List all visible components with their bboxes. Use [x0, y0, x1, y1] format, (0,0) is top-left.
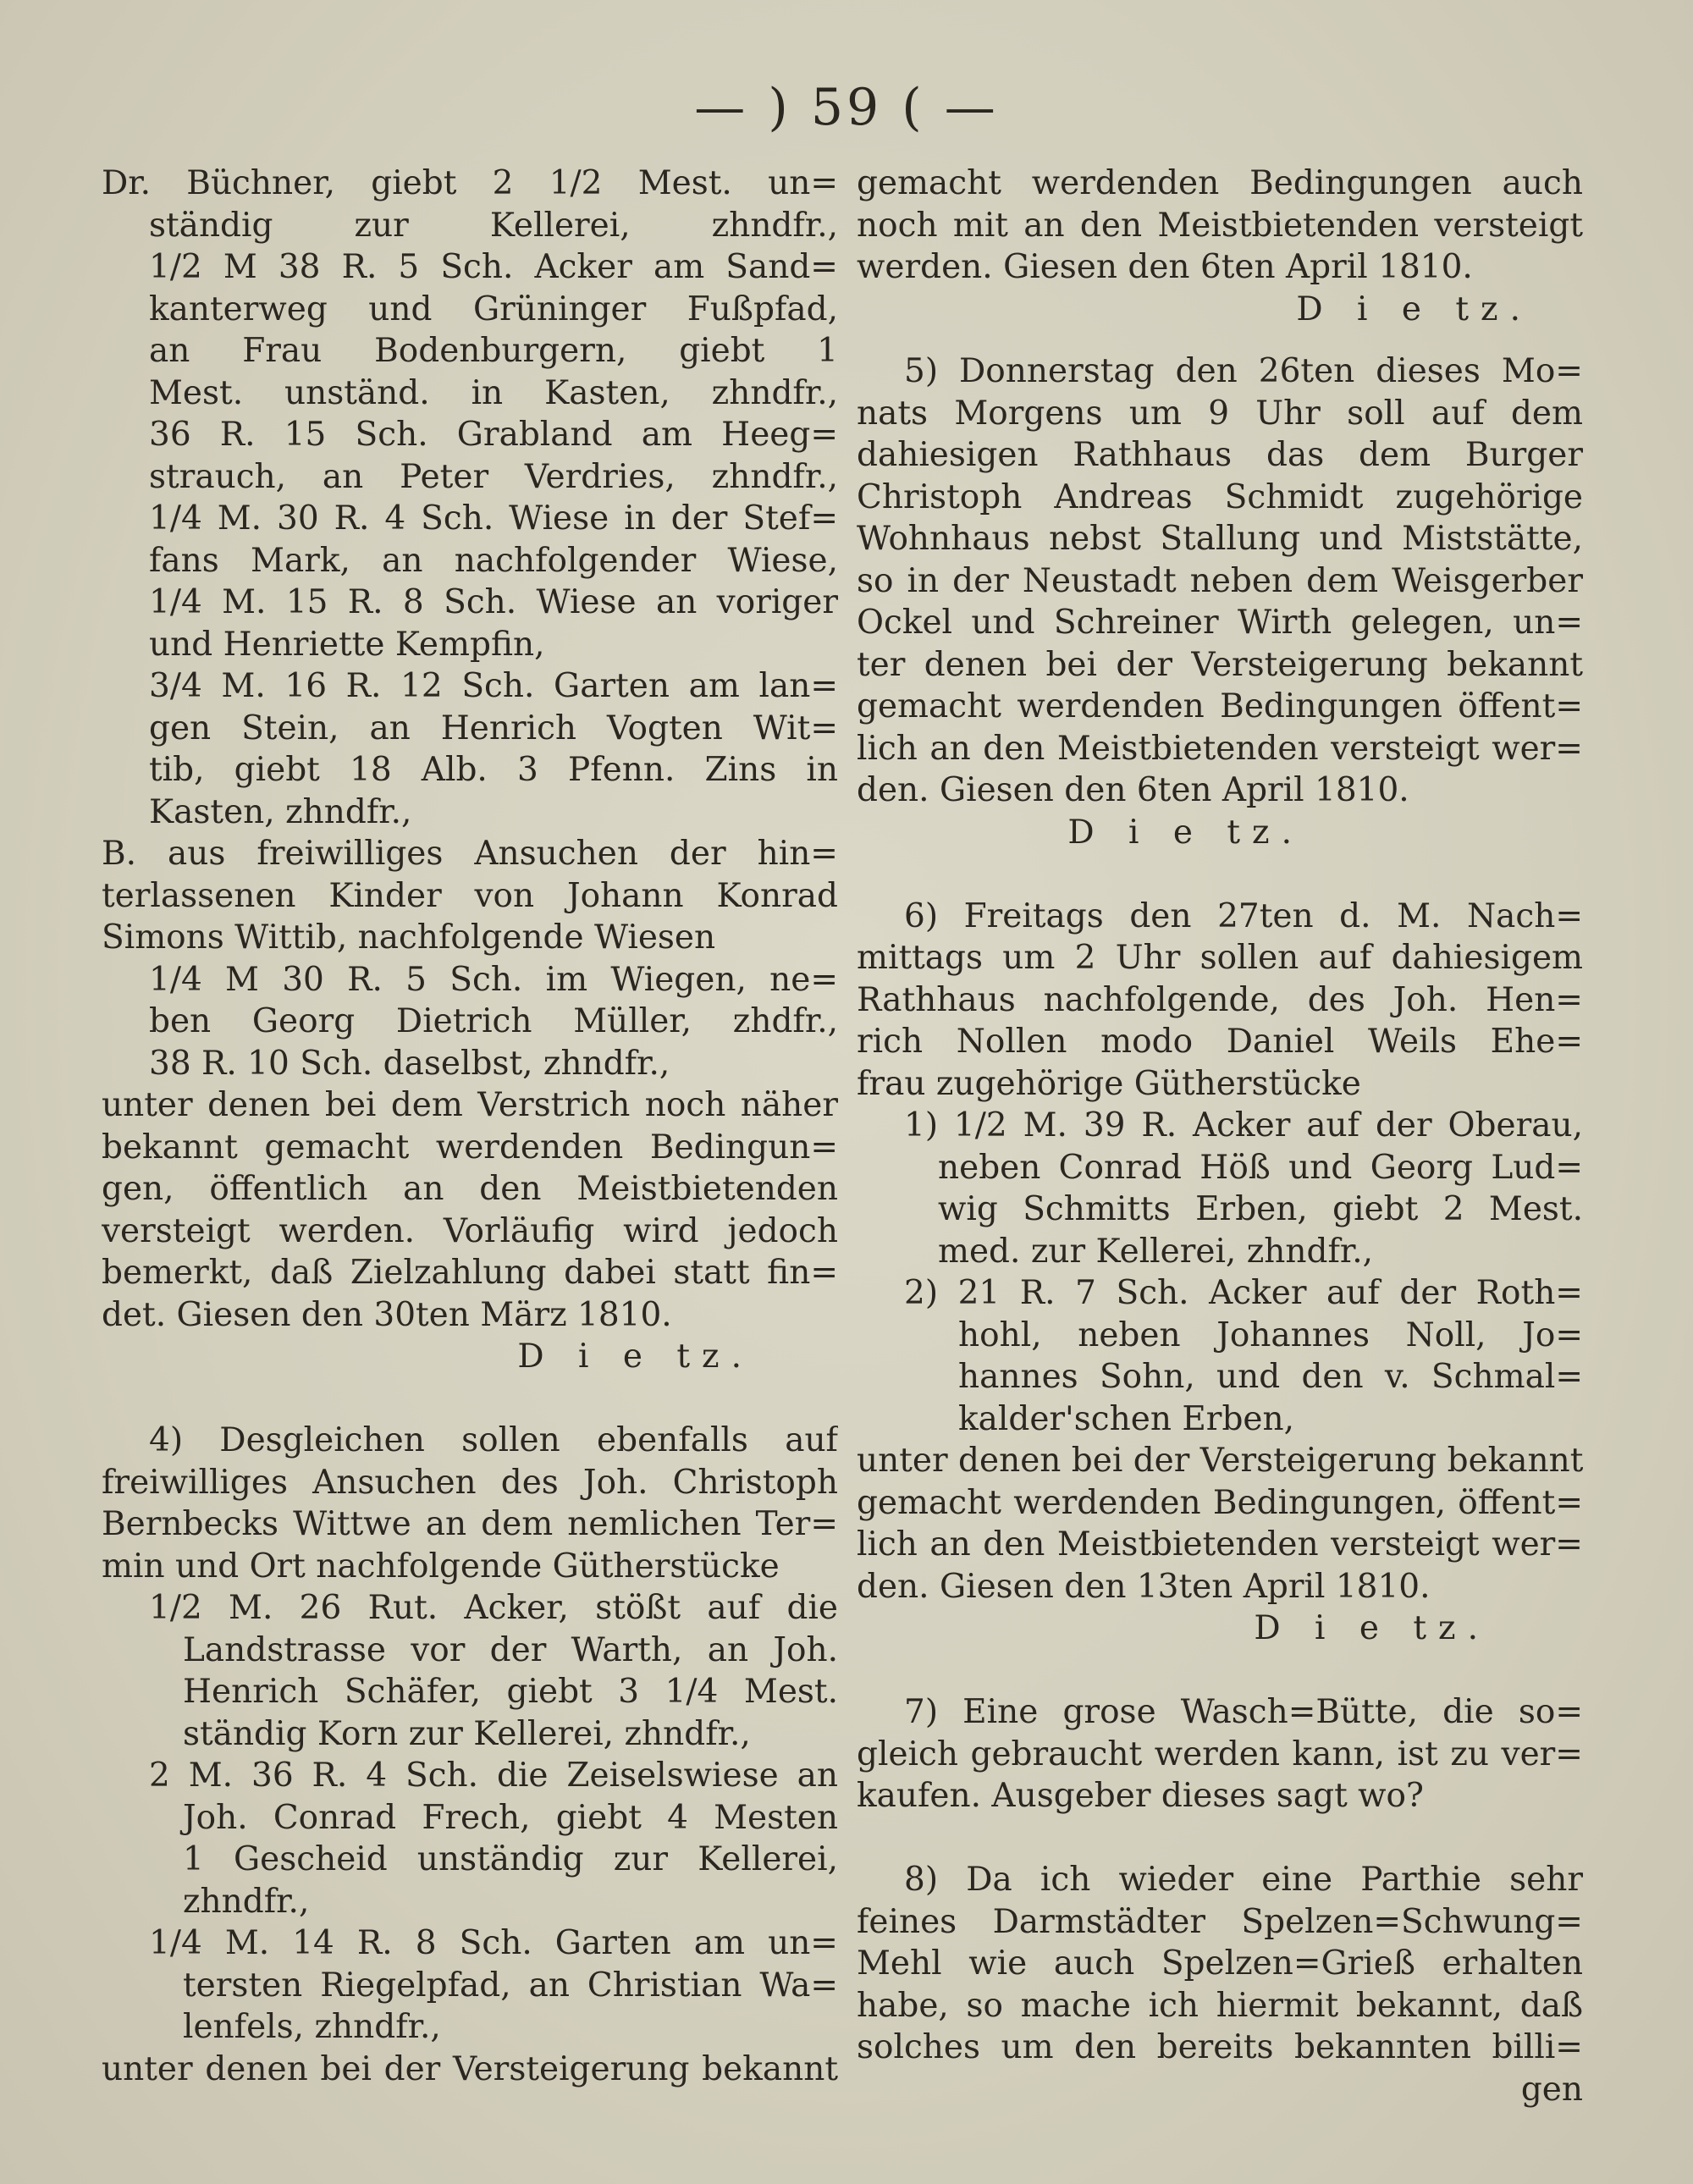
- text-line: zhndfr.,: [183, 1882, 310, 1921]
- text-line: Mest. unständ. in Kasten, zhndfr.,: [149, 373, 838, 412]
- text-line: 4) Desgleichen sollen ebenfalls auf: [149, 1421, 838, 1459]
- text-line: 1) 1/2 M. 39 R. Acker auf der Oberau,: [904, 1106, 1583, 1144]
- text-line: 1/4 M. 30 R. 4 Sch. Wiese in der Stef=: [149, 499, 838, 538]
- text-line: bekannt gemacht werdenden Bedingun=: [102, 1128, 838, 1166]
- text-line: werden. Giesen den 6ten April 1810.: [857, 248, 1473, 286]
- paragraph-gap: [102, 1378, 838, 1420]
- text-line: med. zur Kellerei, zhndfr.,: [938, 1232, 1374, 1271]
- text-line: noch mit an den Meistbietenden versteigt: [857, 206, 1583, 245]
- text-line: wig Schmitts Erben, giebt 2 Mest.: [938, 1190, 1583, 1228]
- text-line: min und Ort nachfolgende Gütherstücke: [102, 1547, 780, 1586]
- text-line: 1/4 M. 15 R. 8 Sch. Wiese an voriger: [149, 583, 838, 621]
- text-line: ben Georg Dietrich Müller, zhdfr.,: [149, 1002, 838, 1040]
- text-line: nats Morgens um 9 Uhr soll auf dem: [857, 394, 1583, 433]
- text-line: Christoph Andreas Schmidt zugehörige: [857, 477, 1583, 516]
- text-line: habe, so mache ich hiermit bekannt, daß: [857, 1986, 1583, 2025]
- text-line: 1/4 M. 14 R. 8 Sch. Garten am un=: [149, 1924, 838, 1962]
- text-line: feines Darmstädter Spelzen=Schwung=: [857, 1902, 1583, 1941]
- text-line: ständig Korn zur Kellerei, zhndfr.,: [183, 1714, 751, 1753]
- text-line: Bernbecks Wittwe an dem nemlichen Ter=: [102, 1505, 838, 1543]
- text-line: Simons Wittib, nachfolgende Wiesen: [102, 918, 716, 957]
- text-line: lich an den Meistbietenden versteigt wer=: [857, 729, 1583, 768]
- text-line: 1/2 M. 26 Rut. Acker, stößt auf die: [149, 1589, 838, 1627]
- paragraph-gap: [857, 1817, 1583, 1860]
- text-line: rich Nollen modo Daniel Weils Ehe=: [857, 1023, 1583, 1061]
- text-line: terlassenen Kinder von Johann Konrad: [102, 876, 838, 915]
- text-line: und Henriette Kempfin,: [149, 625, 545, 664]
- text-line: freiwilliges Ansuchen des Joh. Christoph: [102, 1463, 838, 1502]
- text-line: Ockel und Schreiner Wirth gelegen, un=: [857, 604, 1583, 642]
- text-line: Henrich Schäfer, giebt 3 1/4 Mest.: [183, 1673, 838, 1711]
- text-line: hohl, neben Johannes Noll, Jo=: [958, 1315, 1583, 1354]
- text-line: 38 R. 10 Sch. daselbst, zhndfr.,: [149, 1044, 670, 1083]
- text-line: Kasten, zhndfr.,: [149, 792, 412, 831]
- text-line: Joh. Conrad Frech, giebt 4 Mesten: [183, 1798, 838, 1837]
- text-line: Dr. Büchner, giebt 2 1/2 Mest. un=: [102, 164, 838, 202]
- text-line: 1 Gescheid unständig zur Kellerei,: [183, 1840, 838, 1878]
- text-line: gemacht werdenden Bedingungen öffent=: [857, 687, 1583, 725]
- text-line: Rathhaus nachfolgende, des Joh. Hen=: [857, 980, 1583, 1019]
- text-line: 36 R. 15 Sch. Grabland am Heeg=: [149, 416, 838, 454]
- text-line: so in der Neustadt neben dem Weisgerber: [857, 561, 1583, 600]
- text-line: neben Conrad Höß und Georg Lud=: [938, 1148, 1583, 1187]
- paragraph-gap: [857, 1650, 1583, 1692]
- text-line: gemacht werdenden Bedingungen, öffent=: [857, 1483, 1583, 1522]
- text-line: tib, giebt 18 Alb. 3 Pfenn. Zins in: [149, 751, 838, 789]
- text-line: mittags um 2 Uhr sollen auf dahiesigem: [857, 939, 1583, 977]
- signature: D i e tz.: [1296, 290, 1532, 328]
- text-line: kalder'schen Erben,: [958, 1399, 1295, 1438]
- text-line: 6) Freitags den 27ten d. M. Nach=: [904, 896, 1583, 935]
- text-line: den. Giesen den 6ten April 1810.: [857, 771, 1409, 809]
- text-line: unter denen bei der Versteigerung bekannt: [857, 1442, 1583, 1480]
- text-line: 5) Donnerstag den 26ten dieses Mo=: [904, 352, 1583, 390]
- paragraph-gap: [857, 330, 1583, 350]
- text-line: hannes Sohn, und den v. Schmal=: [958, 1358, 1583, 1396]
- text-line: ständig zur Kellerei, zhndfr.,: [149, 206, 838, 245]
- text-line: versteigt werden. Vorläufig wird jedoch: [102, 1211, 838, 1250]
- text-line: 7) Eine grose Wasch=Bütte, die so=: [904, 1693, 1583, 1731]
- text-line: 2 M. 36 R. 4 Sch. die Zeiselswiese an: [149, 1757, 838, 1795]
- signature: D i e tz.: [1067, 813, 1304, 852]
- text-line: den. Giesen den 13ten April 1810.: [857, 1567, 1431, 1606]
- page-number: — ) 59 ( —: [694, 78, 999, 137]
- text-line: kanterweg und Grüninger Fußpfad,: [149, 290, 838, 328]
- left-column: [102, 163, 838, 2090]
- text-line: 8) Da ich wieder eine Parthie sehr: [904, 1861, 1583, 1899]
- text-line: gen Stein, an Henrich Vogten Wit=: [149, 709, 838, 747]
- text-line: tersten Riegelpfad, an Christian Wa=: [183, 1966, 838, 2005]
- text-line: B. aus freiwilliges Ansuchen der hin=: [102, 835, 838, 873]
- text-line: unter denen bei der Versteigerung bekannt: [102, 2049, 838, 2088]
- text-line: kaufen. Ausgeber dieses sagt wo?: [857, 1777, 1424, 1815]
- catchword: gen: [1520, 2070, 1583, 2109]
- text-line: fans Mark, an nachfolgender Wiese,: [149, 541, 838, 580]
- text-line: unter denen bei dem Verstrich noch näher: [102, 1086, 838, 1124]
- text-line: det. Giesen den 30ten März 1810.: [102, 1295, 672, 1334]
- text-line: Landstrasse vor der Warth, an Joh.: [183, 1630, 838, 1669]
- text-line: Mehl wie auch Spelzen=Grieß erhalten: [857, 1944, 1583, 1983]
- right-column: [857, 163, 1583, 2110]
- text-line: frau zugehörige Gütherstücke: [857, 1064, 1361, 1103]
- text-line: 1/4 M 30 R. 5 Sch. im Wiegen, ne=: [149, 960, 838, 999]
- text-line: dahiesigen Rathhaus das dem Burger: [857, 436, 1583, 474]
- text-line: lich an den Meistbietenden versteigt wer=: [857, 1525, 1583, 1564]
- text-line: bemerkt, daß Zielzahlung dabei statt fin=: [102, 1254, 838, 1292]
- paragraph-gap: [857, 853, 1583, 896]
- text-line: gemacht werdenden Bedingungen auch: [857, 164, 1583, 202]
- text-line: 3/4 M. 16 R. 12 Sch. Garten am lan=: [149, 667, 838, 705]
- text-line: gleich gebraucht werden kann, ist zu ver=: [857, 1735, 1583, 1773]
- text-line: an Frau Bodenburgern, giebt 1: [149, 332, 838, 370]
- signature: D i e tz.: [517, 1337, 753, 1376]
- text-line: 1/2 M 38 R. 5 Sch. Acker am Sand=: [149, 248, 838, 286]
- text-line: ter denen bei der Versteigerung bekannt: [857, 645, 1583, 684]
- signature: D i e tz.: [1254, 1609, 1490, 1647]
- text-line: Wohnhaus nebst Stallung und Miststätte,: [857, 520, 1583, 558]
- text-line: solches um den bereits bekannten billi=: [857, 2028, 1583, 2066]
- text-line: 2) 21 R. 7 Sch. Acker auf der Roth=: [904, 1274, 1583, 1312]
- text-line: lenfels, zhndfr.,: [183, 2008, 441, 2046]
- text-line: gen, öffentlich an den Meistbietenden: [102, 1170, 838, 1208]
- text-line: strauch, an Peter Verdries, zhndfr.,: [149, 457, 838, 496]
